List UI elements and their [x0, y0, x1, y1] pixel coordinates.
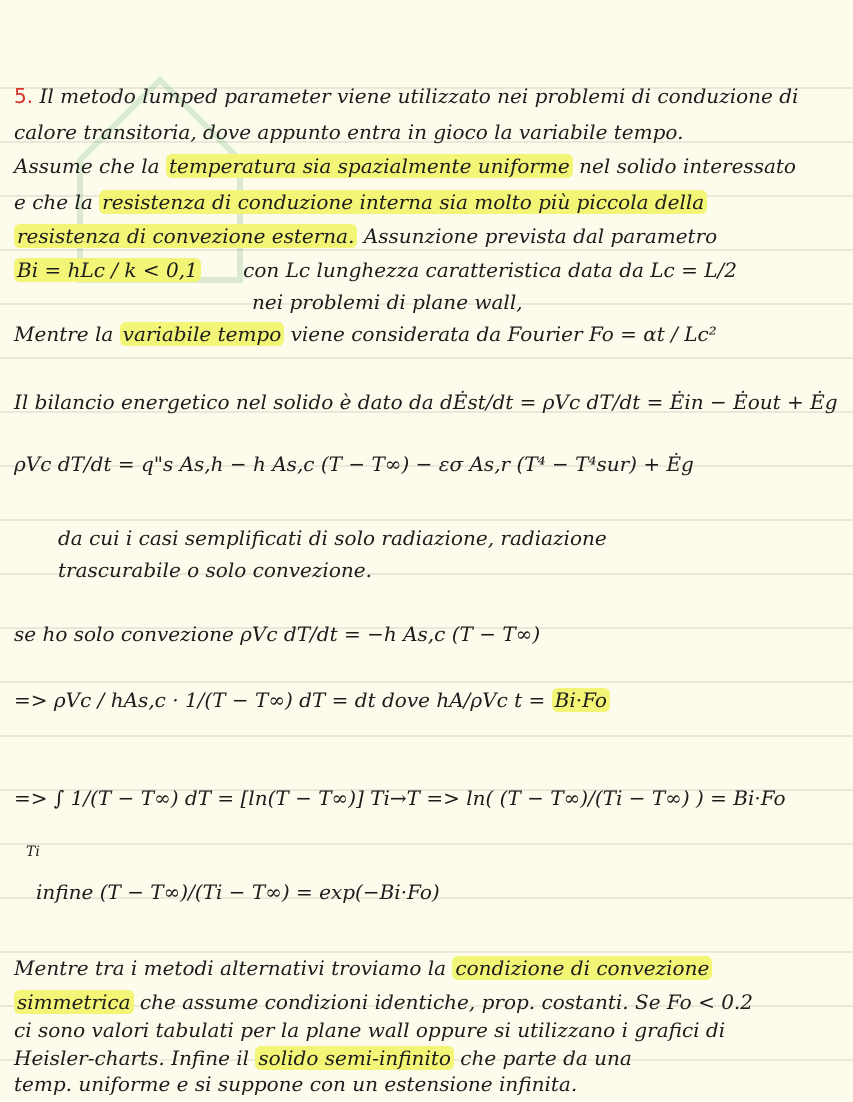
text-line-15 — [14, 786, 786, 810]
text-line-4 — [14, 190, 707, 214]
line-21-c: che parte da una — [453, 1046, 632, 1070]
text-line-8 — [14, 322, 717, 346]
item-number: 5. — [14, 84, 34, 108]
energy-balance-equation: ρVc dT/dt = q"s As,h − h As,c (T − T∞) − εσ As,r (T⁴ − T⁴sur) + Ėg — [14, 452, 694, 476]
line-1-text: Il metodo lumped parameter viene utilizzato nei problemi di conduzione di — [39, 84, 799, 108]
line-5-c: Assunzione prevista dal parametro — [357, 224, 718, 248]
integration-equation: => ∫ 1/(T − T∞) dT = [ln(T − T∞)] Ti→T => ln( (T − T∞)/(Ti − T∞) ) = Bi·Fo — [14, 786, 786, 810]
line-3-c: nel solido interessato — [572, 154, 796, 178]
text-line-5 — [14, 224, 717, 248]
highlight-external-resistance: resistenza di convezione esterna. — [14, 224, 357, 248]
line-14-a: => ρVc / hAs,c · 1/(T − T∞) dT = dt dove hA/ρVc t = — [14, 688, 552, 712]
line-20-text: ci sono valori tabulati per la plane wall oppure si utilizzano i grafici di — [14, 1018, 726, 1042]
text-line-7 — [252, 290, 523, 314]
line-12-text: trascurabile o solo convezione. — [58, 558, 372, 582]
highlight-convection-condition: condizione di convezione — [452, 956, 712, 980]
text-line-11 — [58, 526, 607, 550]
line-21-a: Heisler-charts. Infine il — [14, 1046, 256, 1070]
text-line-22 — [14, 1072, 577, 1096]
line-11-text: da cui i casi semplificati di solo radiazione, radiazione — [58, 526, 607, 550]
line-3-a: Assume che la — [14, 154, 166, 178]
text-line-10 — [14, 452, 694, 476]
integral-lower-limit: Ti — [26, 844, 40, 860]
line-6-c: con Lc lunghezza caratteristica data da Lc = L/2 — [243, 258, 737, 282]
text-line-13 — [14, 622, 540, 646]
text-line-14 — [14, 688, 610, 712]
highlight-semi-infinite: solido semi-infinito — [255, 1046, 454, 1070]
highlight-uniform-temperature: temperatura sia spazialmente uniforme — [166, 154, 573, 178]
energy-balance-text: Il bilancio energetico nel solido è dato da dĖst/dt = ρVc dT/dt = Ėin − Ėout + Ėg — [14, 390, 838, 414]
text-line-1 — [14, 84, 798, 108]
highlight-bi-fo: Bi·Fo — [552, 688, 610, 712]
text-line-21 — [14, 1046, 632, 1070]
line-2-text: calore transitoria, dove appunto entra in gioco la variabile tempo. — [14, 120, 684, 144]
text-line-20 — [14, 1018, 725, 1042]
final-solution-equation: infine (T − T∞)/(Ti − T∞) = exp(−Bi·Fo) — [36, 880, 440, 904]
text-line-6 — [14, 258, 737, 282]
line-7-text: nei problemi di plane wall, — [252, 290, 523, 314]
text-line-3 — [14, 154, 796, 178]
highlight-time-variable: variabile tempo — [120, 322, 285, 346]
line-8-c: viene considerata da Fourier Fo = αt / Lc² — [284, 322, 717, 346]
line-19-c: che assume condizioni identiche, prop. costanti. Se Fo < 0.2 — [133, 990, 753, 1014]
line-8-a: Mentre la — [14, 322, 120, 346]
text-line-17 — [36, 880, 440, 904]
convection-only-equation: se ho solo convezione ρVc dT/dt = −h As,c (T − T∞) — [14, 622, 541, 646]
highlight-biot-condition: Bi = hLc / k < 0,1 — [14, 258, 201, 282]
line-22-text: temp. uniforme e si suppone con un estensione infinita. — [14, 1072, 578, 1096]
line-4-a: e che la — [14, 190, 100, 214]
text-line-2 — [14, 120, 683, 144]
text-line-18 — [14, 956, 712, 980]
highlight-internal-resistance: resistenza di conduzione interna sia molto più piccola della — [99, 190, 707, 214]
text-line-19 — [14, 990, 753, 1014]
text-line-12 — [58, 558, 372, 582]
line-18-a: Mentre tra i metodi alternativi troviamo la — [14, 956, 453, 980]
text-line-9 — [14, 390, 838, 414]
highlight-symmetric: simmetrica — [14, 990, 134, 1014]
text-line-16 — [26, 840, 40, 864]
